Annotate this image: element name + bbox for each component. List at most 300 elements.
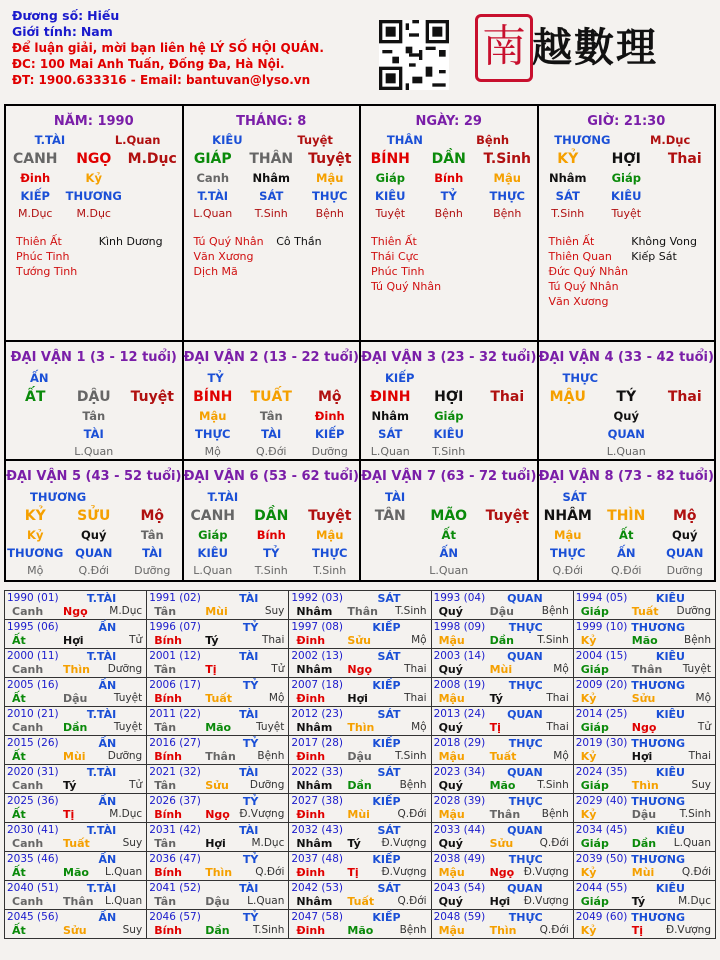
hidden-god: THƯƠNG bbox=[7, 546, 64, 560]
year-label: 2049 (60) bbox=[575, 911, 628, 923]
earthly-branch: THÌN bbox=[607, 508, 646, 524]
year-god: KIÊU bbox=[655, 882, 685, 895]
hidden-stage: Mộ bbox=[27, 564, 44, 577]
hidden-stem: Giáp bbox=[611, 171, 641, 185]
hidden-god bbox=[539, 427, 598, 441]
year-row bbox=[5, 591, 716, 620]
year-stem: Giáp bbox=[580, 837, 609, 850]
year-stem: Đinh bbox=[296, 924, 326, 937]
life-stage: Tuyệt bbox=[130, 389, 174, 405]
year-stem: Tân bbox=[154, 605, 177, 618]
year-cell bbox=[431, 707, 573, 736]
year-cell bbox=[289, 707, 431, 736]
hidden-stem: Tân bbox=[140, 528, 164, 542]
hidden-god: TỶ bbox=[440, 189, 457, 203]
year-stage: Đ.Vượng bbox=[381, 837, 427, 849]
dai-van-title: ĐẠI VẬN 8 (73 - 82 tuổi) bbox=[538, 469, 714, 484]
year-stage: M.Dục bbox=[109, 605, 143, 617]
pillar-cell bbox=[539, 106, 715, 342]
hidden-stages bbox=[539, 445, 715, 458]
year-stem: Giáp bbox=[580, 895, 609, 908]
year-label: 2026 (37) bbox=[149, 795, 201, 807]
year-cell bbox=[573, 649, 715, 678]
hidden-stem: Tân bbox=[82, 409, 106, 423]
year-god: KIÊU bbox=[655, 766, 685, 779]
dai-van-title: ĐẠI VẬN 6 (53 - 62 tuổi) bbox=[183, 469, 359, 484]
year-label: 2017 (28) bbox=[291, 737, 343, 749]
hidden-stem bbox=[478, 528, 537, 542]
star-item: Kiếp Sát bbox=[631, 250, 677, 263]
year-stem: Mậu bbox=[438, 692, 465, 705]
year-label: 2029 (40) bbox=[575, 795, 628, 807]
year-stem: Nhâm bbox=[296, 837, 333, 850]
hidden-stem: Mậu bbox=[554, 528, 582, 542]
year-label: 2015 (26) bbox=[7, 737, 59, 749]
year-label: 2047 (58) bbox=[291, 911, 343, 923]
hidden-stages bbox=[539, 564, 715, 577]
year-stage: Q.Đới bbox=[681, 866, 711, 878]
stem-god-2: M.Dục bbox=[649, 133, 691, 147]
hidden-stages bbox=[184, 207, 360, 220]
year-stage: Tử bbox=[129, 634, 143, 646]
hidden-stage: Dưỡng bbox=[311, 445, 348, 458]
hidden-stem: Bính bbox=[256, 528, 286, 542]
year-god: T.TÀI bbox=[86, 824, 117, 837]
stem-god-2: L.Quan bbox=[114, 133, 161, 147]
year-label: 2035 (46) bbox=[7, 853, 59, 865]
year-stem: Quý bbox=[438, 663, 463, 676]
year-cell bbox=[289, 910, 431, 939]
year-god: THƯƠNG bbox=[631, 853, 685, 866]
year-branch: Ngọ bbox=[347, 663, 373, 676]
year-stem: Mậu bbox=[438, 808, 465, 821]
hidden-stage: Q.Đới bbox=[611, 564, 642, 577]
year-label: 2048 (59) bbox=[433, 911, 486, 923]
year-god: THỰC bbox=[508, 737, 543, 750]
hidden-stage: Bệnh bbox=[493, 207, 522, 220]
star-item: Kình Dương bbox=[98, 235, 163, 248]
earthly-branch: TUẤT bbox=[250, 389, 292, 405]
hidden-stage: L.Quan bbox=[74, 445, 114, 458]
year-row bbox=[5, 765, 716, 794]
stem-branch-row bbox=[361, 508, 537, 524]
year-stem: Canh bbox=[12, 895, 44, 908]
hidden-stems bbox=[361, 528, 537, 542]
hidden-god: KIẾP bbox=[20, 189, 50, 203]
year-branch: Hợi bbox=[489, 895, 511, 908]
hidden-stage: Q.Đới bbox=[552, 564, 583, 577]
year-label: 1998 (09) bbox=[433, 621, 486, 633]
star-item: Thiên Ất bbox=[548, 235, 595, 248]
star-item: Văn Xương bbox=[548, 295, 609, 308]
year-stage: Bệnh bbox=[399, 924, 427, 936]
year-label: 2001 (12) bbox=[149, 650, 201, 662]
year-god: THỰC bbox=[508, 853, 543, 866]
year-cell bbox=[573, 620, 715, 649]
year-cell bbox=[431, 736, 573, 765]
god-row bbox=[184, 133, 360, 147]
year-label: 2013 (24) bbox=[433, 708, 486, 720]
heavenly-stem: ẤT bbox=[25, 389, 46, 405]
stem-branch-row bbox=[361, 389, 537, 405]
hidden-god: TÀI bbox=[142, 546, 163, 560]
year-god: ẤN bbox=[98, 679, 117, 692]
heavenly-stem: TÂN bbox=[374, 508, 406, 524]
year-god: THƯƠNG bbox=[631, 737, 685, 750]
year-cell bbox=[431, 852, 573, 881]
year-label: 2020 (31) bbox=[7, 766, 59, 778]
earthly-branch: NGỌ bbox=[76, 151, 112, 167]
year-stem: Giáp bbox=[580, 779, 609, 792]
hidden-stages bbox=[361, 564, 537, 577]
hidden-stem bbox=[123, 171, 182, 185]
year-stem: Canh bbox=[12, 721, 44, 734]
life-stage: Tuyệt bbox=[308, 151, 352, 167]
year-cell bbox=[573, 678, 715, 707]
year-branch: Sửu bbox=[631, 692, 656, 705]
year-stem: Kỷ bbox=[580, 808, 597, 821]
hidden-stems bbox=[6, 171, 182, 185]
year-label: 2034 (45) bbox=[575, 824, 628, 836]
hidden-god bbox=[478, 427, 537, 441]
year-stage: Mộ bbox=[411, 634, 427, 646]
year-stem: Quý bbox=[438, 895, 463, 908]
pillar-cell bbox=[184, 106, 362, 342]
year-cell bbox=[431, 620, 573, 649]
earthly-branch: DẦN bbox=[431, 151, 466, 167]
year-stage: Q.Đới bbox=[255, 866, 285, 878]
year-branch: Tị bbox=[347, 866, 359, 879]
year-stage: Tuyệt bbox=[256, 721, 285, 733]
year-stem: Giáp bbox=[580, 663, 609, 676]
star-item: Thái Cực bbox=[371, 250, 419, 263]
dai-van-god: SÁT bbox=[562, 490, 587, 504]
year-row bbox=[5, 620, 716, 649]
year-stage: T.Sinh bbox=[395, 605, 427, 617]
year-branch: Tý bbox=[631, 895, 646, 908]
pillar-title: GIỜ: 21:30 bbox=[587, 114, 666, 129]
hidden-stems bbox=[361, 171, 537, 185]
year-god: T.TÀI bbox=[86, 766, 117, 779]
year-cell bbox=[431, 649, 573, 678]
hidden-god: QUAN bbox=[666, 546, 704, 560]
year-branch: Sửu bbox=[489, 837, 514, 850]
life-stage: Tuyệt bbox=[308, 508, 352, 524]
year-stem: Giáp bbox=[580, 605, 609, 618]
year-branch: Thìn bbox=[63, 663, 90, 676]
chart-grid bbox=[4, 104, 716, 582]
year-stage: Thai bbox=[688, 750, 711, 762]
hidden-god: ẤN bbox=[439, 546, 459, 560]
year-stem: Nhâm bbox=[296, 895, 333, 908]
year-branch: Mùi bbox=[489, 663, 513, 676]
hidden-gods bbox=[184, 427, 360, 441]
year-branch: Dần bbox=[205, 924, 230, 937]
hidden-god bbox=[656, 189, 715, 203]
year-cell bbox=[147, 736, 289, 765]
dai-van-god: TỶ bbox=[207, 371, 224, 385]
year-label: 2006 (17) bbox=[149, 679, 201, 691]
hidden-stage: Tuyệt bbox=[611, 207, 642, 220]
stars-left bbox=[194, 234, 277, 279]
year-god: THƯƠNG bbox=[631, 621, 685, 634]
year-stage: Tuyệt bbox=[113, 721, 143, 733]
year-branch: Dậu bbox=[63, 692, 88, 705]
life-stage: Tuyệt bbox=[485, 508, 529, 524]
hidden-stages bbox=[6, 445, 182, 458]
year-cell bbox=[289, 765, 431, 794]
year-stem: Nhâm bbox=[296, 663, 333, 676]
hidden-god: KIÊU bbox=[433, 427, 464, 441]
year-cell bbox=[573, 910, 715, 939]
year-cell bbox=[431, 881, 573, 910]
year-stem: Quý bbox=[438, 837, 463, 850]
year-label: 2030 (41) bbox=[7, 824, 59, 836]
year-stage: Đ.Vượng bbox=[665, 924, 711, 936]
year-cell bbox=[147, 794, 289, 823]
year-god: THƯƠNG bbox=[631, 679, 685, 692]
hidden-stem: Đinh bbox=[20, 171, 51, 185]
year-stage: Suy bbox=[122, 837, 143, 849]
heavenly-stem: BÍNH bbox=[193, 389, 233, 405]
year-stage: T.Sinh bbox=[679, 808, 711, 820]
year-row bbox=[5, 794, 716, 823]
year-cell bbox=[289, 678, 431, 707]
hidden-stage: M.Dục bbox=[76, 207, 111, 220]
year-god: SÁT bbox=[377, 592, 401, 605]
year-stage: Dưỡng bbox=[107, 750, 143, 762]
hidden-stage: T.Sinh bbox=[432, 445, 466, 458]
year-label: 2010 (21) bbox=[7, 708, 59, 720]
year-branch: Hợi bbox=[205, 837, 226, 850]
year-label: 2038 (49) bbox=[433, 853, 486, 865]
year-stem: Bính bbox=[154, 750, 183, 763]
year-branch: Hợi bbox=[631, 750, 653, 763]
year-cell bbox=[431, 591, 573, 620]
year-stem: Quý bbox=[438, 721, 463, 734]
year-branch: Sửu bbox=[347, 634, 371, 647]
year-branch: Ngọ bbox=[489, 866, 515, 879]
year-stage: Tuyệt bbox=[113, 692, 143, 704]
year-god: THỰC bbox=[508, 911, 543, 924]
year-stem: Canh bbox=[12, 605, 44, 618]
hidden-stem: Canh bbox=[196, 171, 230, 185]
hidden-stage: T.Sinh bbox=[313, 564, 347, 577]
year-branch: Thân bbox=[489, 808, 521, 821]
year-branch: Dậu bbox=[347, 750, 372, 763]
year-stem: Nhâm bbox=[296, 605, 333, 618]
year-god: TÀI bbox=[239, 708, 259, 721]
pillar-cell bbox=[361, 106, 539, 342]
hidden-gods bbox=[6, 546, 182, 560]
year-stem: Mậu bbox=[438, 634, 465, 647]
dai-van-title: ĐẠI VẬN 3 (23 - 32 tuổi) bbox=[361, 350, 537, 365]
hidden-stem: Giáp bbox=[198, 528, 228, 542]
hidden-stem: Nhâm bbox=[371, 409, 410, 423]
earthly-branch: THÂN bbox=[249, 151, 294, 167]
year-label: 1995 (06) bbox=[7, 621, 59, 633]
year-god: TỶ bbox=[242, 911, 259, 924]
hidden-stem bbox=[656, 409, 715, 423]
stem-god: T.TÀI bbox=[34, 133, 66, 147]
year-cell bbox=[5, 736, 147, 765]
year-branch: Mùi bbox=[63, 750, 86, 763]
year-branch: Hợi bbox=[347, 692, 368, 705]
year-cell bbox=[5, 823, 147, 852]
year-stage: Dưỡng bbox=[107, 663, 143, 675]
year-cell bbox=[147, 823, 289, 852]
hidden-gods bbox=[361, 427, 537, 441]
year-label: 2037 (48) bbox=[291, 853, 343, 865]
hidden-gods bbox=[184, 189, 360, 203]
year-stem: Canh bbox=[12, 837, 44, 850]
dai-van-god: THƯƠNG bbox=[30, 490, 87, 504]
hidden-gods bbox=[361, 546, 537, 560]
year-stage: Đ.Vượng bbox=[239, 808, 285, 820]
year-cell bbox=[147, 852, 289, 881]
name-value: Hiếu bbox=[87, 8, 120, 23]
dai-van-cell bbox=[361, 342, 539, 461]
year-god: TÀI bbox=[239, 766, 259, 779]
year-branch: Tý bbox=[489, 692, 503, 705]
hidden-god: SÁT bbox=[259, 189, 284, 203]
year-god: SÁT bbox=[377, 766, 401, 779]
year-cell bbox=[5, 765, 147, 794]
hidden-gods bbox=[6, 189, 182, 203]
star-item: Tú Quý Nhân bbox=[371, 280, 442, 293]
year-god: TÀI bbox=[239, 824, 259, 837]
hidden-stage: L.Quan bbox=[429, 564, 469, 577]
star-item: Thiên Quan bbox=[548, 250, 612, 263]
year-cell bbox=[147, 620, 289, 649]
year-stage: Q.Đới bbox=[397, 808, 427, 820]
heavenly-stem: MẬU bbox=[549, 389, 586, 405]
year-stem: Bính bbox=[154, 692, 183, 705]
hidden-stem: Giáp bbox=[434, 409, 464, 423]
year-label: 1992 (03) bbox=[291, 592, 343, 604]
year-god: QUAN bbox=[507, 592, 543, 605]
year-branch: Thân bbox=[347, 605, 378, 618]
hidden-gods bbox=[539, 546, 715, 560]
hidden-god: TÀI bbox=[83, 427, 104, 441]
stem-god-2: Bệnh bbox=[476, 133, 510, 147]
year-stage: T.Sinh bbox=[252, 924, 285, 936]
year-god: TỶ bbox=[242, 621, 259, 634]
god-row bbox=[6, 133, 182, 147]
hidden-god: THỰC bbox=[311, 546, 348, 560]
year-stage: M.Dục bbox=[251, 837, 285, 849]
year-god: THỰC bbox=[508, 621, 543, 634]
stem-branch-row bbox=[6, 389, 182, 405]
year-stem: Kỷ bbox=[580, 750, 597, 763]
year-cell bbox=[289, 823, 431, 852]
hidden-stage bbox=[6, 445, 65, 458]
year-label: 2043 (54) bbox=[433, 882, 486, 894]
hidden-stems bbox=[361, 409, 537, 423]
year-branch: Thìn bbox=[347, 721, 375, 734]
hidden-stem bbox=[656, 171, 715, 185]
year-stage: Mộ bbox=[553, 750, 569, 762]
year-god: QUAN bbox=[507, 824, 543, 837]
hidden-stems bbox=[539, 171, 715, 185]
year-row bbox=[5, 910, 716, 939]
hidden-stem: Bính bbox=[434, 171, 464, 185]
god-row bbox=[539, 133, 715, 147]
year-label: 2041 (52) bbox=[149, 882, 201, 894]
year-god: KIẾP bbox=[372, 621, 401, 634]
year-label: 1999 (10) bbox=[575, 621, 628, 633]
year-god: T.TÀI bbox=[86, 592, 117, 605]
year-label: 2012 (23) bbox=[291, 708, 343, 720]
year-branch: Tuất bbox=[63, 837, 90, 850]
year-stage: L.Quan bbox=[247, 895, 285, 907]
year-stage: Thai bbox=[546, 692, 569, 704]
dai-van-cell bbox=[539, 461, 715, 580]
year-label: 1994 (05) bbox=[575, 592, 628, 604]
year-stem: Đinh bbox=[296, 866, 326, 879]
hidden-god: T.TÀI bbox=[197, 189, 229, 203]
pillar-title: NĂM: 1990 bbox=[53, 114, 134, 129]
year-branch: Tị bbox=[631, 924, 644, 937]
stars bbox=[361, 234, 537, 294]
stars bbox=[184, 234, 360, 279]
star-item: Dịch Mã bbox=[193, 265, 238, 278]
year-branch: Dần bbox=[347, 779, 372, 792]
life-stage: Mộ bbox=[317, 389, 342, 405]
year-row bbox=[5, 823, 716, 852]
year-label: 1996 (07) bbox=[149, 621, 201, 633]
annual-luck-table bbox=[4, 590, 716, 939]
year-label: 2011 (22) bbox=[149, 708, 201, 720]
year-stem: Canh bbox=[12, 779, 44, 792]
year-label: 2009 (20) bbox=[575, 679, 628, 691]
year-label: 2031 (42) bbox=[149, 824, 201, 836]
year-god: QUAN bbox=[507, 708, 543, 721]
year-label: 2044 (55) bbox=[575, 882, 628, 894]
year-branch: Mão bbox=[489, 779, 516, 792]
year-stem: Tân bbox=[154, 779, 177, 792]
hidden-stem: Kỷ bbox=[27, 528, 44, 542]
year-branch: Mão bbox=[205, 721, 232, 734]
earthly-branch: TÝ bbox=[616, 389, 637, 405]
year-branch: Dậu bbox=[489, 605, 514, 618]
year-stage: Q.Đới bbox=[397, 895, 427, 907]
year-branch: Tị bbox=[63, 808, 75, 821]
stars bbox=[6, 234, 182, 279]
life-stage: Mộ bbox=[140, 508, 165, 524]
year-stem: Mậu bbox=[438, 750, 465, 763]
hidden-stems bbox=[184, 171, 360, 185]
year-branch: Dần bbox=[489, 634, 514, 647]
hidden-stem bbox=[123, 409, 182, 423]
year-label: 2042 (53) bbox=[291, 882, 343, 894]
year-cell bbox=[5, 707, 147, 736]
hidden-stage: Dưỡng bbox=[666, 564, 703, 577]
year-stem: Quý bbox=[438, 779, 463, 792]
year-stage: Thai bbox=[404, 692, 427, 704]
year-god: ẤN bbox=[98, 911, 117, 924]
hidden-god: KIÊU bbox=[375, 189, 406, 203]
hidden-stage: Mộ bbox=[204, 445, 221, 458]
pillar-title: THÁNG: 8 bbox=[236, 114, 307, 129]
earthly-branch: DẦN bbox=[254, 508, 289, 524]
year-branch: Tuất bbox=[631, 605, 659, 618]
dai-van-god: TÀI bbox=[385, 490, 406, 504]
hidden-god: THƯƠNG bbox=[65, 189, 122, 203]
heavenly-stem: CANH bbox=[12, 151, 58, 167]
hidden-stage: T.Sinh bbox=[551, 207, 585, 220]
stars-left bbox=[16, 234, 99, 279]
